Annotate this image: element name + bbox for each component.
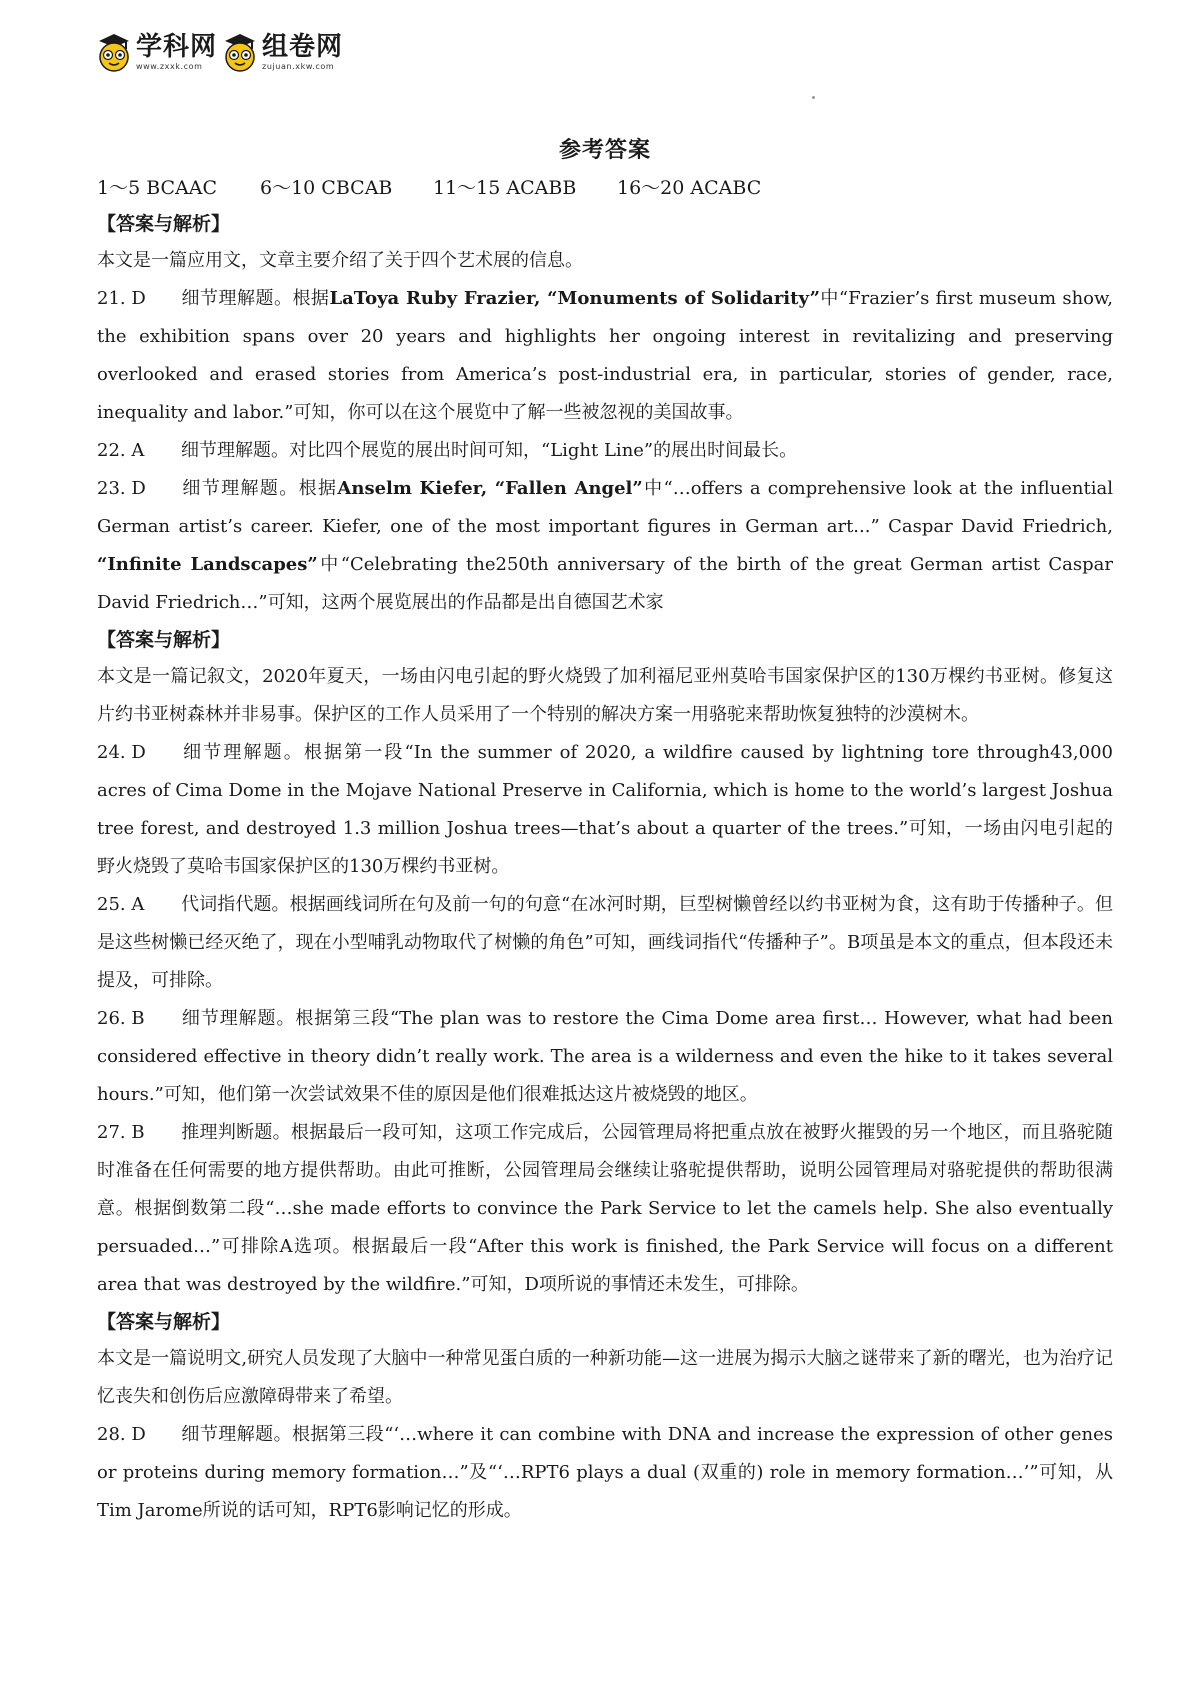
answer-key-group: 16～20 ACABC xyxy=(617,177,762,199)
section-intro: 本文是一篇记叙文，2020年夏天，一场由闪电引起的野火烧毁了加利福尼亚州莫哈韦国家保护区的130万棵约书亚树。修复这片约书亚树森林并非易事。保护区的工作人员采用了一个特别的解决方案一用骆驼来帮助恢复独特的沙漠树木。 xyxy=(97,666,1113,725)
explanation-item xyxy=(97,1000,1113,1114)
quoted-title: LaToya Ruby Frazier, “Monuments of Solidarity” xyxy=(329,288,820,309)
logo-url: zujuan.xkw.com xyxy=(262,62,335,71)
section-intro: 本文是一篇应用文，文章主要介绍了关于四个艺术展的信息。 xyxy=(97,250,583,271)
explanation-text: 细节理解题。根据第三段“‘…where it can combine with DNA and increase the expression of other genes or proteins during memory formation…”及“‘…RPT6 plays a dual (双重的) role in memory formation…’”可知，从Tim Jarome所说的话可知，RPT6影响记忆的形成。 xyxy=(97,1424,1113,1521)
answer-key-row xyxy=(97,170,1113,206)
explanation-text: 推理判断题。根据最后一段可知，这项工作完成后，公园管理局将把重点放在被野火摧毁的另一个地区，而且骆驼随时准备在任何需要的地方提供帮助。由此可推断，公园管理局会继续让骆驼提供帮助，说明公园管理局对骆驼提供的帮助很满意。根据倒数第二段“…she made efforts to convince the Park Service to let the camels help. She also eventually persuaded…”可排除A选项。根据最后一段“After this work is finished, the Park Service will focus on a different area that was destroyed by the wildfire.”可知，D项所说的事情还未发生，可排除。 xyxy=(97,1122,1113,1295)
logo-name: 组卷网 xyxy=(262,32,344,62)
explanation-item xyxy=(97,280,1113,432)
explanation-text: 中“…offers a comprehensive look at the influential German artist’s career. Kiefer, one of the most important figures in German art...” Caspar David Friedrich, xyxy=(97,478,1114,537)
explanation-text: 细节理解题。根据第三段“The plan was to restore the Cima Dome area first… However, what had been considered effective in theory didn’t really work. The area is a wilderness and even the hike to it takes several hours.”可知，他们第一次尝试效果不佳的原因是他们很难抵达这片被烧毁的地区。 xyxy=(97,1008,1113,1105)
quoted-title: Anselm Kiefer, “Fallen Angel” xyxy=(337,478,643,499)
question-number: 22. A xyxy=(97,440,145,461)
explanation-item xyxy=(97,432,1113,470)
explanation-item xyxy=(97,1416,1113,1530)
question-number: 28. D xyxy=(97,1424,146,1445)
question-number: 23. D xyxy=(97,478,146,499)
question-number: 27. B xyxy=(97,1122,145,1143)
explanation-item xyxy=(97,1114,1113,1304)
section-heading: 【答案与解析】 xyxy=(97,213,231,235)
answer-key-group: 6～10 CBCAB xyxy=(260,177,393,199)
answer-document xyxy=(97,130,1113,1530)
zxxk-logo[interactable] xyxy=(95,32,217,72)
section-heading: 【答案与解析】 xyxy=(97,1311,231,1333)
explanation-text: 细节理解题。对比四个展览的展出时间可知，“Light Line”的展出时间最长。 xyxy=(181,440,798,461)
explanation-text: 代词指代题。根据画线词所在句及前一句的句意“在冰河时期，巨型树懒曾经以约书亚树为食，这有助于传播种子。但是这些树懒已经灭绝了，现在小型哺乳动物取代了树懒的角色”可知，画线词指代“传播种子”。B项虽是本文的重点，但本段还未提及，可排除。 xyxy=(97,894,1113,991)
explanation-text: 细节理解题。根据第一段“In the summer of 2020, a wildfire caused by lightning tore through43,000 acres of Cima Dome in the Mojave National Preserve in California, which is home to the world’s largest Joshua tree forest, and destroyed 1.3 million Joshua trees—that’s about a quarter of the trees.”可知，一场由闪电引起的野火烧毁了莫哈韦国家保护区的130万棵约书亚树。 xyxy=(97,742,1113,877)
zujuan-logo[interactable] xyxy=(221,32,343,72)
question-number: 26. B xyxy=(97,1008,145,1029)
logo-name: 学科网 xyxy=(136,32,218,62)
explanation-item xyxy=(97,886,1113,1000)
answer-key-group: 11～15 ACABB xyxy=(433,177,577,199)
explanation-text: 中“Celebrating the250th anniversary of the birth of the great German artist Caspar David Friedrich…”可知，这两个展览展出的作品都是出自德国艺术家 xyxy=(97,554,1113,613)
section-heading: 【答案与解析】 xyxy=(97,629,231,651)
quoted-title: “Infinite Landscapes” xyxy=(97,554,318,575)
logo-url: www.zxxk.com xyxy=(136,62,203,71)
question-number: 25. A xyxy=(97,894,145,915)
owl-mascot-icon xyxy=(95,32,133,72)
explanation-text: 细节理解题。根据 xyxy=(181,288,330,309)
page-title: 参考答案 xyxy=(558,137,651,163)
section-intro: 本文是一篇说明文,研究人员发现了大脑中一种常见蛋白质的一种新功能—这一进展为揭示大脑之谜带来了新的曙光，也为治疗记忆丧失和创伤后应激障碍带来了希望。 xyxy=(97,1348,1113,1407)
question-number: 24. D xyxy=(97,742,146,763)
question-number: 21. D xyxy=(97,288,146,309)
explanation-item xyxy=(97,470,1113,622)
site-logo-bar xyxy=(95,32,343,84)
explanation-item xyxy=(97,734,1113,886)
explanation-text: 细节理解题。根据 xyxy=(181,478,338,499)
owl-mascot-icon xyxy=(221,32,259,72)
explanation-text: 中“Frazier’s first museum show, the exhibition spans over 20 years and highlights her ongoing interest in revitalizing and preserving overlooked and erased stories from America’s post-industrial era, in particular, stories of gender, race, inequality and labor.”可知，你可以在这个展览中了解一些被忽视的美国故事。 xyxy=(97,288,1113,423)
stray-dot xyxy=(812,96,815,99)
answer-key-group: 1～5 BCAAC xyxy=(97,177,218,199)
